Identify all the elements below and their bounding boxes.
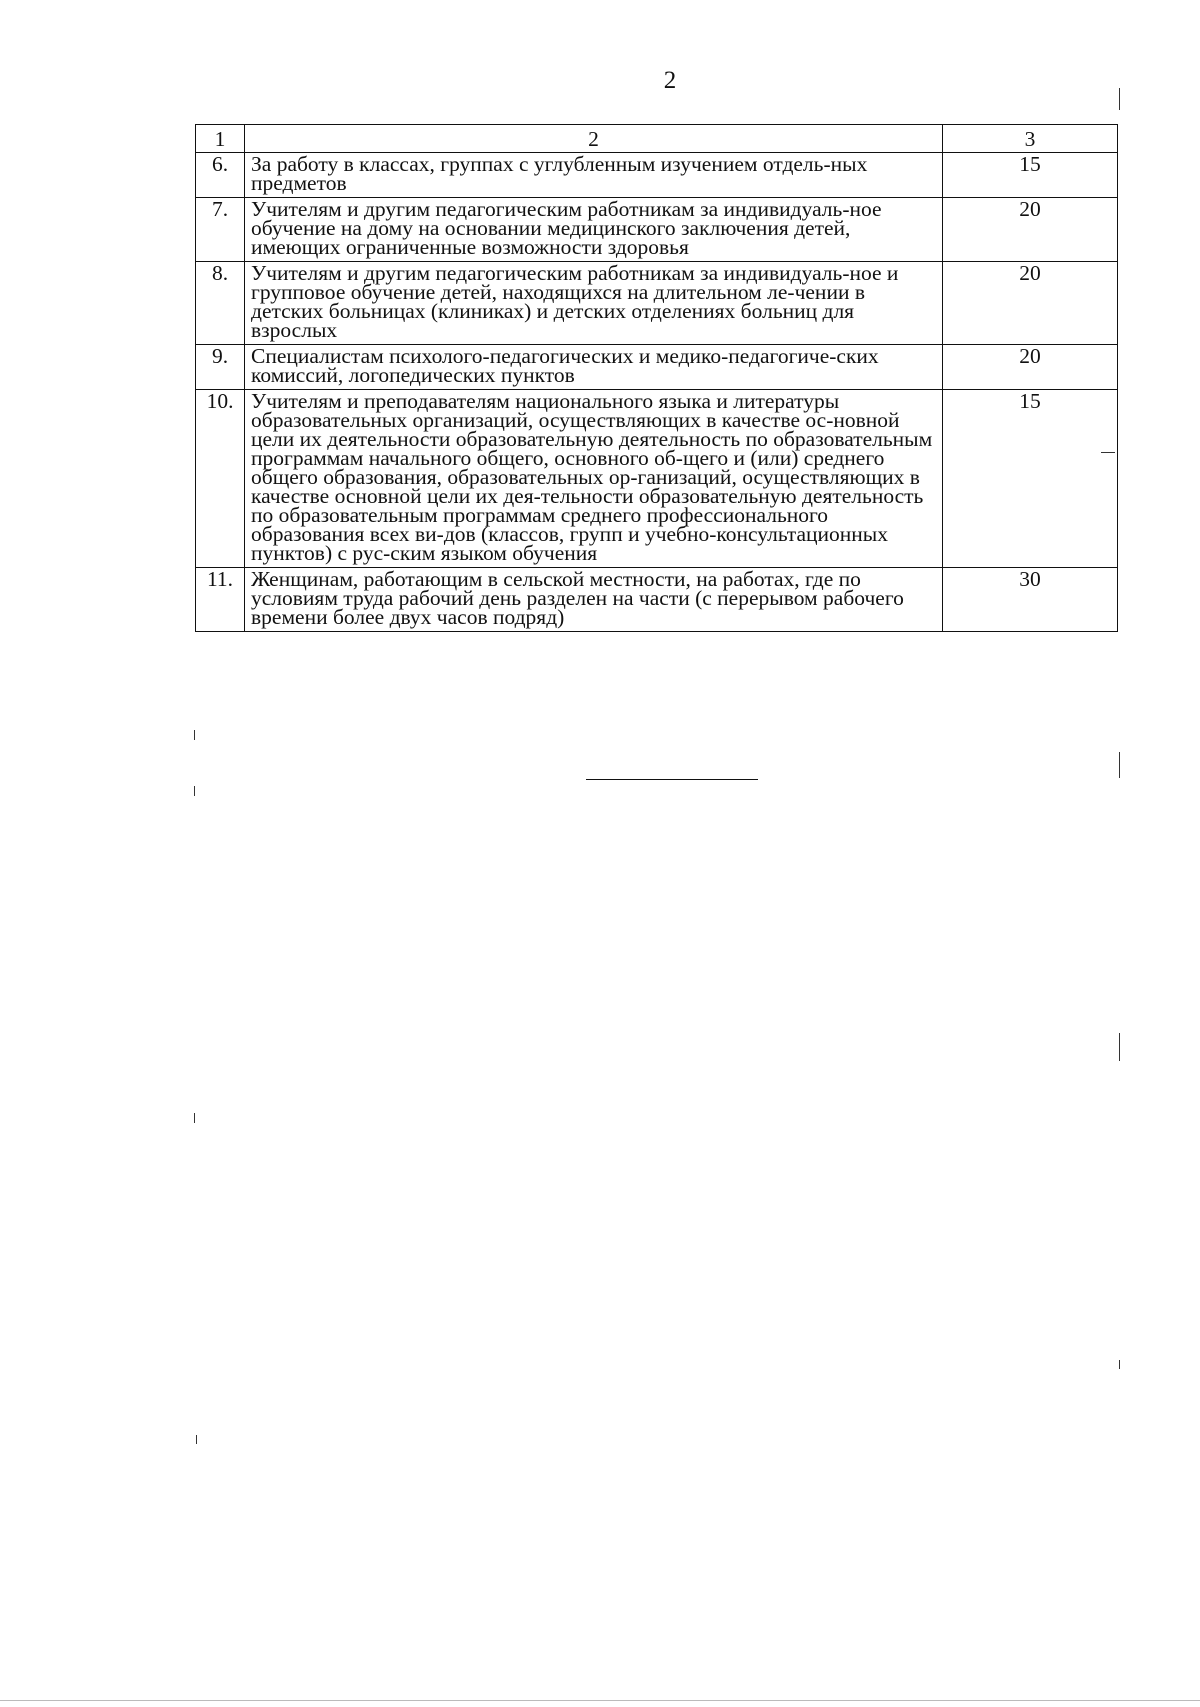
scan-mark [1119, 88, 1120, 110]
scan-mark [1101, 452, 1115, 453]
table-header-row [196, 125, 1118, 153]
scan-mark [1119, 752, 1120, 778]
scan-edge [0, 1700, 1200, 1701]
row-value: 15 [943, 390, 1118, 568]
row-description: Учителям и другим педагогическим работникам за индивидуаль-ное обучение на дому на основании медицинского заключения детей, имеющих ограниченные возможности здоровья [245, 198, 943, 262]
page-number: 2 [663, 67, 677, 94]
row-number: 9. [196, 345, 245, 390]
scan-mark [1119, 1033, 1120, 1061]
header-col-2: 2 [245, 125, 943, 153]
header-col-3: 3 [943, 125, 1118, 153]
scan-mark [194, 1113, 195, 1123]
row-description: Учителям и преподавателям национального языка и литературы образовательных организаций, осуществляющих в качестве ос-новной цели их деятельности образовательную деятельность по образовательным программам начального общего, основного об-щего и (или) среднего общего образования, образовательных ор-ганизаций, осуществляющих в качестве основной цели их дея-тельности образовательную деятельность по образовательным программам среднего профессионального образования всех ви-дов (классов, групп и учебно-консультационных пунктов) с рус-ским языком обучения [245, 390, 943, 568]
row-value: 20 [943, 198, 1118, 262]
scan-mark [194, 786, 195, 796]
table-row [196, 345, 1118, 390]
row-description: Женщинам, работающим в сельской местности, на работах, где по условиям труда рабочий день разделен на части (с перерывом рабочего времени более двух часов подряд) [245, 568, 943, 632]
allowance-table [195, 124, 1118, 632]
row-number: 10. [196, 390, 245, 568]
row-description: За работу в классах, группах с углубленным изучением отдель-ных предметов [245, 153, 943, 198]
table-row [196, 568, 1118, 632]
scan-mark [194, 730, 195, 740]
row-value: 30 [943, 568, 1118, 632]
row-value: 15 [943, 153, 1118, 198]
header-col-1: 1 [196, 125, 245, 153]
row-number: 7. [196, 198, 245, 262]
row-description: Учителям и другим педагогическим работникам за индивидуаль-ное и групповое обучение детей, находящихся на длительном ле-чении в детских больницах (клиниках) и детских отделениях больниц для взрослых [245, 262, 943, 345]
table-row [196, 390, 1118, 568]
scan-mark [196, 1435, 197, 1444]
row-description: Специалистам психолого-педагогических и медико-педагогиче-ских комиссий, логопедических пунктов [245, 345, 943, 390]
table-row [196, 262, 1118, 345]
table-row [196, 153, 1118, 198]
row-number: 6. [196, 153, 245, 198]
end-of-document-rule [586, 779, 758, 780]
row-number: 11. [196, 568, 245, 632]
row-value: 20 [943, 345, 1118, 390]
scan-mark [1119, 1360, 1120, 1369]
row-value: 20 [943, 262, 1118, 345]
table-row [196, 198, 1118, 262]
row-number: 8. [196, 262, 245, 345]
